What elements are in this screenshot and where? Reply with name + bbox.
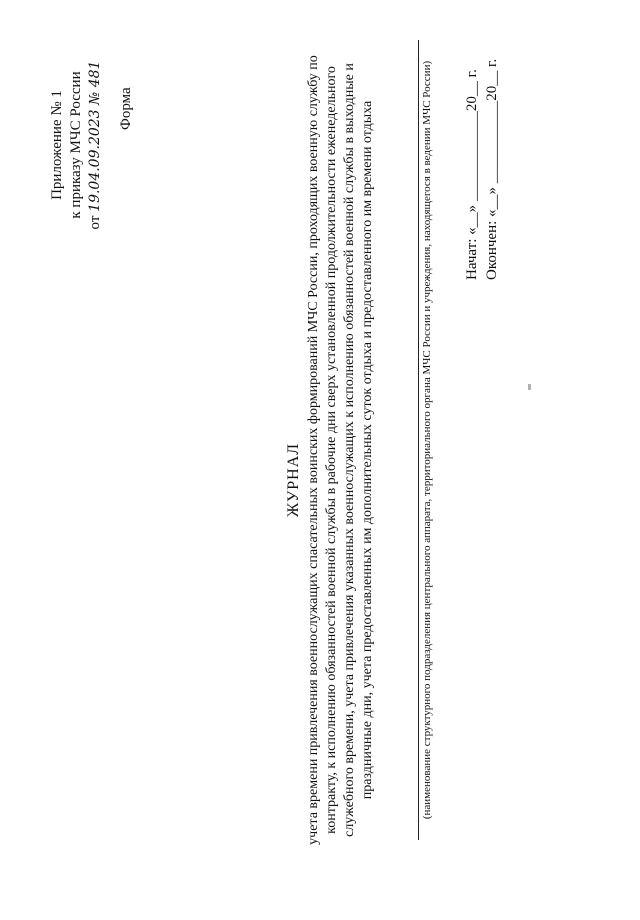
journal-description: учета времени привлечения военнослужащих спасательных воинских формирований МЧС России, проходящих военную службу по контракту, к исполнению обязанностей военной службы в рабочие дни сверх установленной продолжительности еженедельного служебного времени, учета привлечения указанных военнослужащих к исполнению обязанностей военной службы в выходные и праздничные дни, учета предоставленных им дополнительных суток отдыха и предоставленного им времени отдыха: [306, 55, 375, 845]
ended-date-line: Окончен: «__» ___________20__ г.: [484, 58, 500, 280]
appendix-number: Приложение № 1: [49, 90, 65, 200]
org-name-fill-line: [418, 40, 419, 840]
org-name-caption: (наименование структурного подразделения центрального аппарата, территориального органа МЧС России и учреждения, находящегося в ведении МЧС России): [421, 60, 433, 820]
form-label: Форма: [118, 87, 134, 130]
appendix-block: [48, 50, 105, 240]
appendix-handwritten-date: 19.04.09.2023 № 481: [87, 60, 103, 212]
scan-speck: [528, 384, 531, 390]
appendix-date-prefix: от: [87, 215, 103, 230]
journal-title: ЖУРНАЛ: [285, 442, 302, 518]
appendix-date-line: [86, 50, 105, 240]
started-date-line: Начат: «__» ____________20__ г.: [464, 69, 480, 280]
appendix-order-ref: к приказу МЧС России: [68, 71, 84, 219]
journal-dates: [462, 60, 502, 280]
